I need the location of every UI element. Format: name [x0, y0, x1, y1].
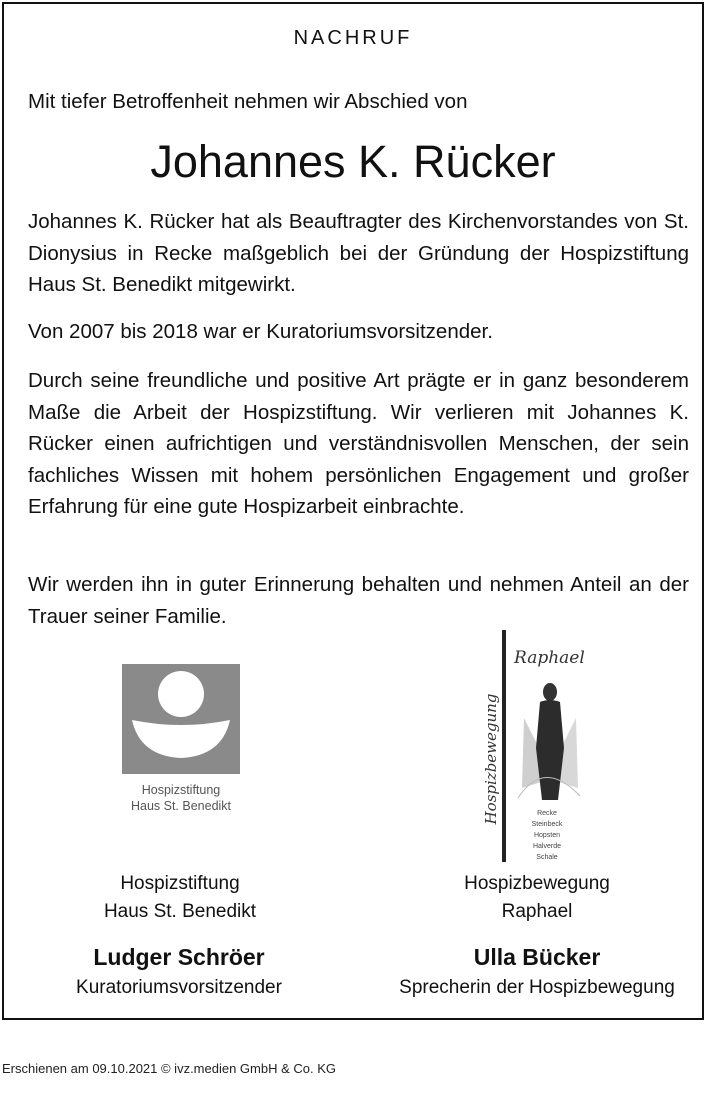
- place-5: Schale: [536, 854, 558, 861]
- hospizstiftung-logo: [122, 664, 240, 824]
- intro-text: Mit tiefer Betroffenheit nehmen wir Abschied von: [28, 90, 468, 113]
- signer-right-name: Ulla Bücker: [473, 944, 601, 970]
- logo-caption-line1: Hospizstiftung: [141, 783, 221, 797]
- org-right: [417, 870, 657, 926]
- signer-left-role: Kuratoriumsvorsitzender: [76, 977, 282, 998]
- angel-icon: [514, 678, 584, 803]
- logo-title: Raphael: [514, 648, 585, 668]
- hospizstiftung-logo-mark: [122, 664, 240, 774]
- hospizbewegung-logo: [474, 630, 594, 870]
- org-left-line2: Haus St. Benedikt: [103, 901, 257, 922]
- publication-footer: Erschienen am 09.10.2021 © ivz.medien GmbH & Co. KG: [2, 1061, 337, 1076]
- paragraph-2: Von 2007 bis 2018 war er Kuratoriumsvorsitzender.: [28, 320, 493, 343]
- org-left-line1: Hospizstiftung: [120, 873, 240, 894]
- paragraph-4: Wir werden ihn in guter Erinnerung behalten und nehmen Anteil an der Trauer seiner Familie.: [28, 573, 689, 628]
- logo-caption-line2: Haus St. Benedikt: [130, 799, 232, 813]
- heading: NACHRUF: [293, 27, 413, 49]
- paragraph-1: Johannes K. Rücker hat als Beauftragter des Kirchenvorstandes von St. Dionysius in Recke maßgeblich bei der Gründung der Hospizstiftung Haus St. Benedikt mitgewirkt.: [28, 210, 689, 296]
- signer-left-name: Ludger Schröer: [93, 944, 265, 970]
- org-right-line2: Raphael: [501, 901, 573, 922]
- org-right-line1: Hospizbewegung: [464, 873, 610, 894]
- place-2: Steinbeck: [531, 821, 563, 828]
- place-3: Hopsten: [533, 832, 561, 839]
- logo-divider-bar: [502, 630, 506, 862]
- place-4: Halverde: [532, 843, 561, 850]
- place-1: Recke: [537, 810, 557, 817]
- paragraph-3: Durch seine freundliche und positive Art prägte er in ganz besonderem Maße die Arbeit der Hospizstiftung. Wir verlieren mit Johannes K. Rücker einen aufrichtigen und verständnisvollen Menschen, der sein fachliches Wissen mit hohem persönlichen Engagement und großer Erfahrung für eine gute Hospizarbeit einbrachte.: [28, 369, 689, 518]
- obituary-frame: [2, 2, 704, 1020]
- deceased-name: Johannes K. Rücker: [150, 136, 556, 187]
- signer-right-role: Sprecherin der Hospizbewegung: [399, 977, 675, 998]
- logo-vertical-text: Hospizbewegung: [482, 693, 500, 825]
- org-left: [60, 870, 300, 926]
